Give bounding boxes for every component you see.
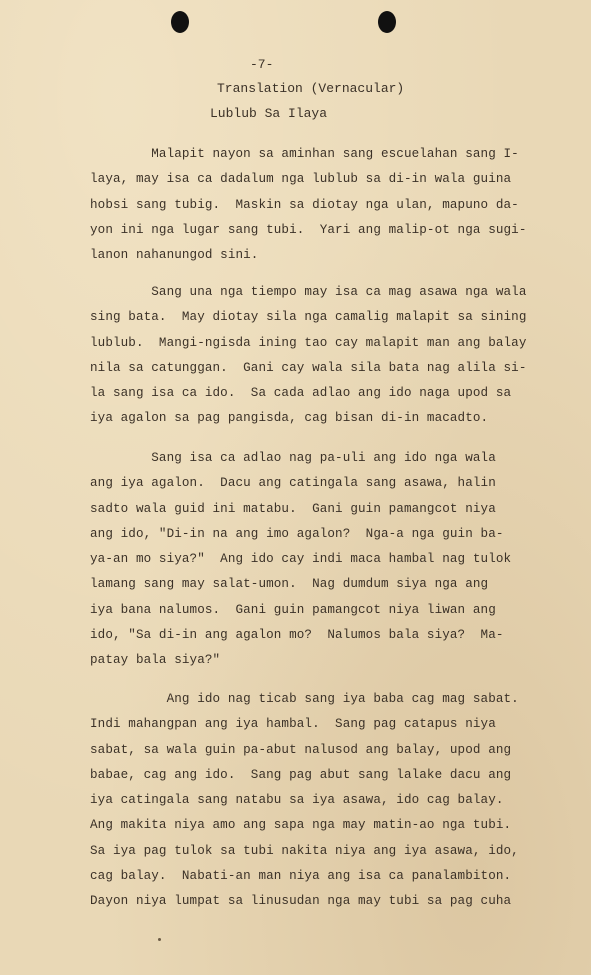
text-line: Indi mahangpan ang iya hambal. Sang pag catapus niya: [90, 717, 496, 732]
text-line: Sang una nga tiempo may isa ca mag asawa nga wala: [90, 285, 527, 299]
paper-speck: [158, 938, 161, 941]
text-line: Ang ido nag ticab sang iya baba cag mag sabat.: [90, 692, 519, 706]
text-line: Malapit nayon sa aminhan sang escuelahan sang I-: [90, 147, 519, 161]
text-line: sadto wala guid ini matabu. Gani guin pamangcot niya: [90, 501, 496, 516]
paragraph-4: [90, 687, 540, 915]
text-line: patay bala siya?": [90, 653, 221, 668]
text-line: ang ido, "Di-in na ang imo agalon? Nga-a nga guin ba-: [90, 526, 504, 541]
text-line: lublub. Mangi-ngisda ining tao cay malapit man ang balay: [90, 335, 527, 350]
paragraph-3: [90, 446, 540, 674]
text-line: babae, cag ang ido. Sang pag abut sang lalake dacu ang: [90, 767, 512, 782]
text-line: iya catingala sang natabu sa iya asawa, ido cag balay.: [90, 793, 504, 808]
text-line: sing bata. May diotay sila nga camalig malapit sa sining: [90, 310, 527, 325]
text-line: nila sa catunggan. Gani cay wala sila bata nag alila si-: [90, 360, 527, 375]
text-line: ido, "Sa di-in ang agalon mo? Nalumos bala siya? Ma-: [90, 628, 504, 643]
text-line: Sang isa ca adlao nag pa-uli ang ido nga wala: [90, 451, 496, 465]
text-line: yon ini nga lugar sang tubi. Yari ang malip-ot nga sugi-: [90, 222, 527, 237]
punch-hole-left: [171, 11, 189, 33]
text-line: Sa iya pag tulok sa tubi nakita niya ang iya asawa, ido,: [90, 843, 519, 858]
text-line: Dayon niya lumpat sa linusudan nga may tubi sa pag cuha: [90, 894, 512, 909]
text-line: iya bana nalumos. Gani guin pamangcot niya liwan ang: [90, 602, 496, 617]
text-line: cag balay. Nabati-an man niya ang isa ca panalambiton.: [90, 869, 512, 884]
text-line: iya agalon sa pag pangisda, cag bisan di-in macadto.: [90, 411, 489, 426]
text-line: la sang isa ca ido. Sa cada adlao ang ido naga upod sa: [90, 386, 512, 401]
text-line: lanon nahanungod sini.: [90, 248, 259, 263]
text-line: Ang makita niya amo ang sapa nga may matin-ao nga tubi.: [90, 818, 512, 833]
text-line: ya-an mo siya?" Ang ido cay indi maca hambal nag tulok: [90, 552, 512, 567]
document-title: Translation (Vernacular): [217, 81, 405, 96]
text-line: hobsi sang tubig. Maskin sa diotay nga ulan, mapuno da-: [90, 197, 519, 212]
document-subtitle: Lublub Sa Ilaya: [210, 106, 328, 121]
text-line: laya, may isa ca dadalum nga lublub sa di-in wala guina: [90, 172, 512, 187]
text-line: sabat, sa wala guin pa-abut nalusod ang balay, upod ang: [90, 742, 512, 757]
text-line: ang iya agalon. Dacu ang catingala sang asawa, halin: [90, 476, 496, 491]
paragraph-1: [90, 142, 540, 268]
page-number: -7-: [250, 57, 274, 72]
punch-hole-right: [378, 11, 396, 33]
paragraph-2: [90, 280, 540, 432]
text-line: lamang sang may salat-umon. Nag dumdum siya nga ang: [90, 577, 489, 592]
